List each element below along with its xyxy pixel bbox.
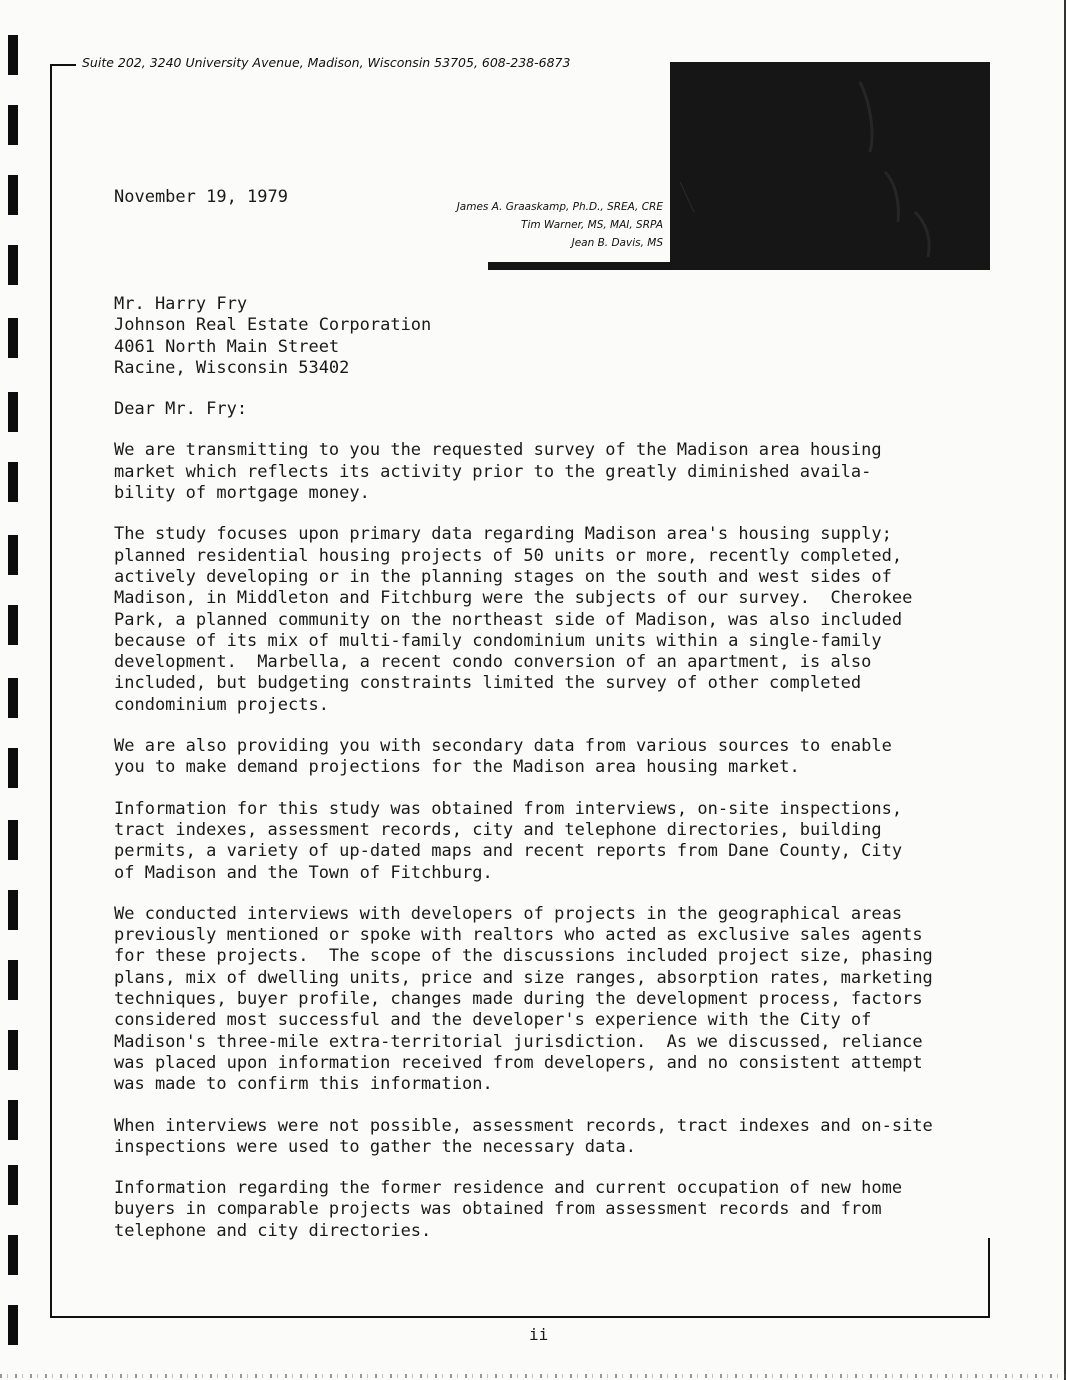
logo-texture (670, 62, 990, 270)
address-line: Racine, Wisconsin 53402 (114, 357, 350, 378)
binder-punch-mark (8, 1165, 18, 1205)
binder-punch-mark (8, 890, 18, 930)
paragraph-line: We are transmitting to you the requested survey of the Madison area housing (114, 440, 882, 461)
salutation (114, 399, 974, 420)
paragraph (114, 524, 974, 716)
binder-punch-mark (8, 1100, 18, 1140)
binder-punch-mark (8, 605, 18, 645)
binder-punch-mark (8, 820, 18, 860)
letterhead-address: Suite 202, 3240 University Avenue, Madison, Wisconsin 53705, 608-238-6873 (82, 55, 571, 70)
logo-underline-bar (488, 262, 672, 270)
paragraph (114, 799, 974, 884)
recipient-address (114, 294, 974, 379)
paragraph-line: actively developing or in the planning stages on the south and west sides of (114, 566, 892, 587)
paragraph-line: When interviews were not possible, assessment records, tract indexes and on-site (114, 1115, 933, 1136)
paragraph-line: planned residential housing projects of 50 units or more, recently completed, (114, 545, 903, 566)
binder-punch-mark (8, 105, 18, 145)
paragraph (114, 440, 974, 504)
paragraph-line: for these projects. The scope of the discussions included project size, phasing (114, 946, 933, 967)
frame-line-top (50, 64, 76, 66)
binder-punch-mark (8, 1030, 18, 1070)
paragraph-line: was made to confirm this information. (114, 1074, 493, 1095)
paragraph (114, 736, 974, 779)
page-number: ii (529, 1325, 549, 1344)
paragraph-line: The study focuses upon primary data regarding Madison area's housing supply; (114, 524, 892, 545)
paragraph-line: previously mentioned or spoke with realtors who acted as exclusive sales agents (114, 925, 923, 946)
address-line: 4061 North Main Street (114, 336, 340, 357)
company-logo (670, 62, 990, 270)
paragraph-line: bility of mortgage money. (114, 483, 370, 504)
paragraph (114, 904, 974, 1096)
paragraph-line: buyers in comparable projects was obtained from assessment records and from (114, 1199, 882, 1220)
binder-punch-mark (8, 392, 18, 432)
frame-line-bottom (50, 1316, 990, 1318)
frame-line-right (988, 1238, 990, 1318)
letter-body (114, 294, 974, 1262)
paragraph-line: plans, mix of dwelling units, price and size ranges, absorption rates, marketing (114, 967, 933, 988)
binder-punch-marks (0, 0, 30, 1380)
address-line: Mr. Harry Fry (114, 294, 248, 314)
paragraph-line: tract indexes, assessment records, city and telephone directories, building (114, 819, 882, 840)
paragraph-line: Madison's three-mile extra-territorial jurisdiction. As we discussed, reliance (114, 1031, 923, 1052)
paragraph (114, 1116, 974, 1159)
paragraph-line: Park, a planned community on the northeast side of Madison, was also included (114, 609, 903, 630)
frame-line-left (50, 64, 52, 1317)
paragraph-line: Information regarding the former residence and current occupation of new home (114, 1178, 903, 1199)
binder-punch-mark (8, 678, 18, 718)
paragraph-line: was placed upon information received from developers, and no consistent attempt (114, 1052, 923, 1073)
paragraph-line: of Madison and the Town of Fitchburg. (114, 862, 493, 883)
binder-punch-mark (8, 318, 18, 358)
address-line: Johnson Real Estate Corporation (114, 315, 432, 336)
paragraph-line: Information for this study was obtained from interviews, on-site inspections, (114, 798, 903, 819)
staff-member: Jean B. Davis, MS (571, 237, 663, 249)
salutation-line: Dear Mr. Fry: (114, 399, 248, 420)
binder-punch-mark (8, 960, 18, 1000)
paragraph-line: Madison, in Middleton and Fitchburg were the subjects of our survey. Cherokee (114, 588, 913, 609)
paragraph-line: We conducted interviews with developers of projects in the geographical areas (114, 903, 903, 924)
scan-edge-noise (0, 1374, 1066, 1378)
binder-punch-mark (8, 1235, 18, 1275)
paragraph-line: techniques, buyer profile, changes made during the development process, factors (114, 989, 923, 1010)
paragraph (114, 1178, 974, 1242)
paragraph-line: included, but budgeting constraints limited the survey of other completed (114, 673, 862, 694)
paragraph-line: considered most successful and the developer's experience with the City of (114, 1010, 872, 1031)
paragraph-line: We are also providing you with secondary data from various sources to enable (114, 736, 892, 757)
binder-punch-mark (8, 748, 18, 788)
paragraph-line: development. Marbella, a recent condo conversion of an apartment, is also (114, 652, 872, 673)
binder-punch-mark (8, 462, 18, 502)
paragraph-line: you to make demand projections for the Madison area housing market. (114, 757, 800, 778)
binder-punch-mark (8, 535, 18, 575)
paragraph-line: permits, a variety of up-dated maps and recent reports from Dane County, City (114, 841, 903, 862)
staff-member: Tim Warner, MS, MAI, SRPA (521, 219, 663, 231)
paragraph-line: market which reflects its activity prior to the greatly diminished availa- (114, 461, 872, 482)
binder-punch-mark (8, 175, 18, 215)
paragraph-line: condominium projects. (114, 694, 329, 715)
letter-date: November 19, 1979 (114, 187, 288, 207)
paragraph-line: inspections were used to gather the necessary data. (114, 1136, 636, 1157)
staff-member: James A. Graaskamp, Ph.D., SREA, CRE (456, 201, 663, 213)
staff-list (457, 198, 663, 252)
binder-punch-mark (8, 1305, 18, 1345)
binder-punch-mark (8, 245, 18, 285)
paragraph-line: telephone and city directories. (114, 1220, 432, 1241)
paragraph-line: because of its mix of multi-family condominium units within a single-family (114, 630, 882, 651)
binder-punch-mark (8, 35, 18, 75)
